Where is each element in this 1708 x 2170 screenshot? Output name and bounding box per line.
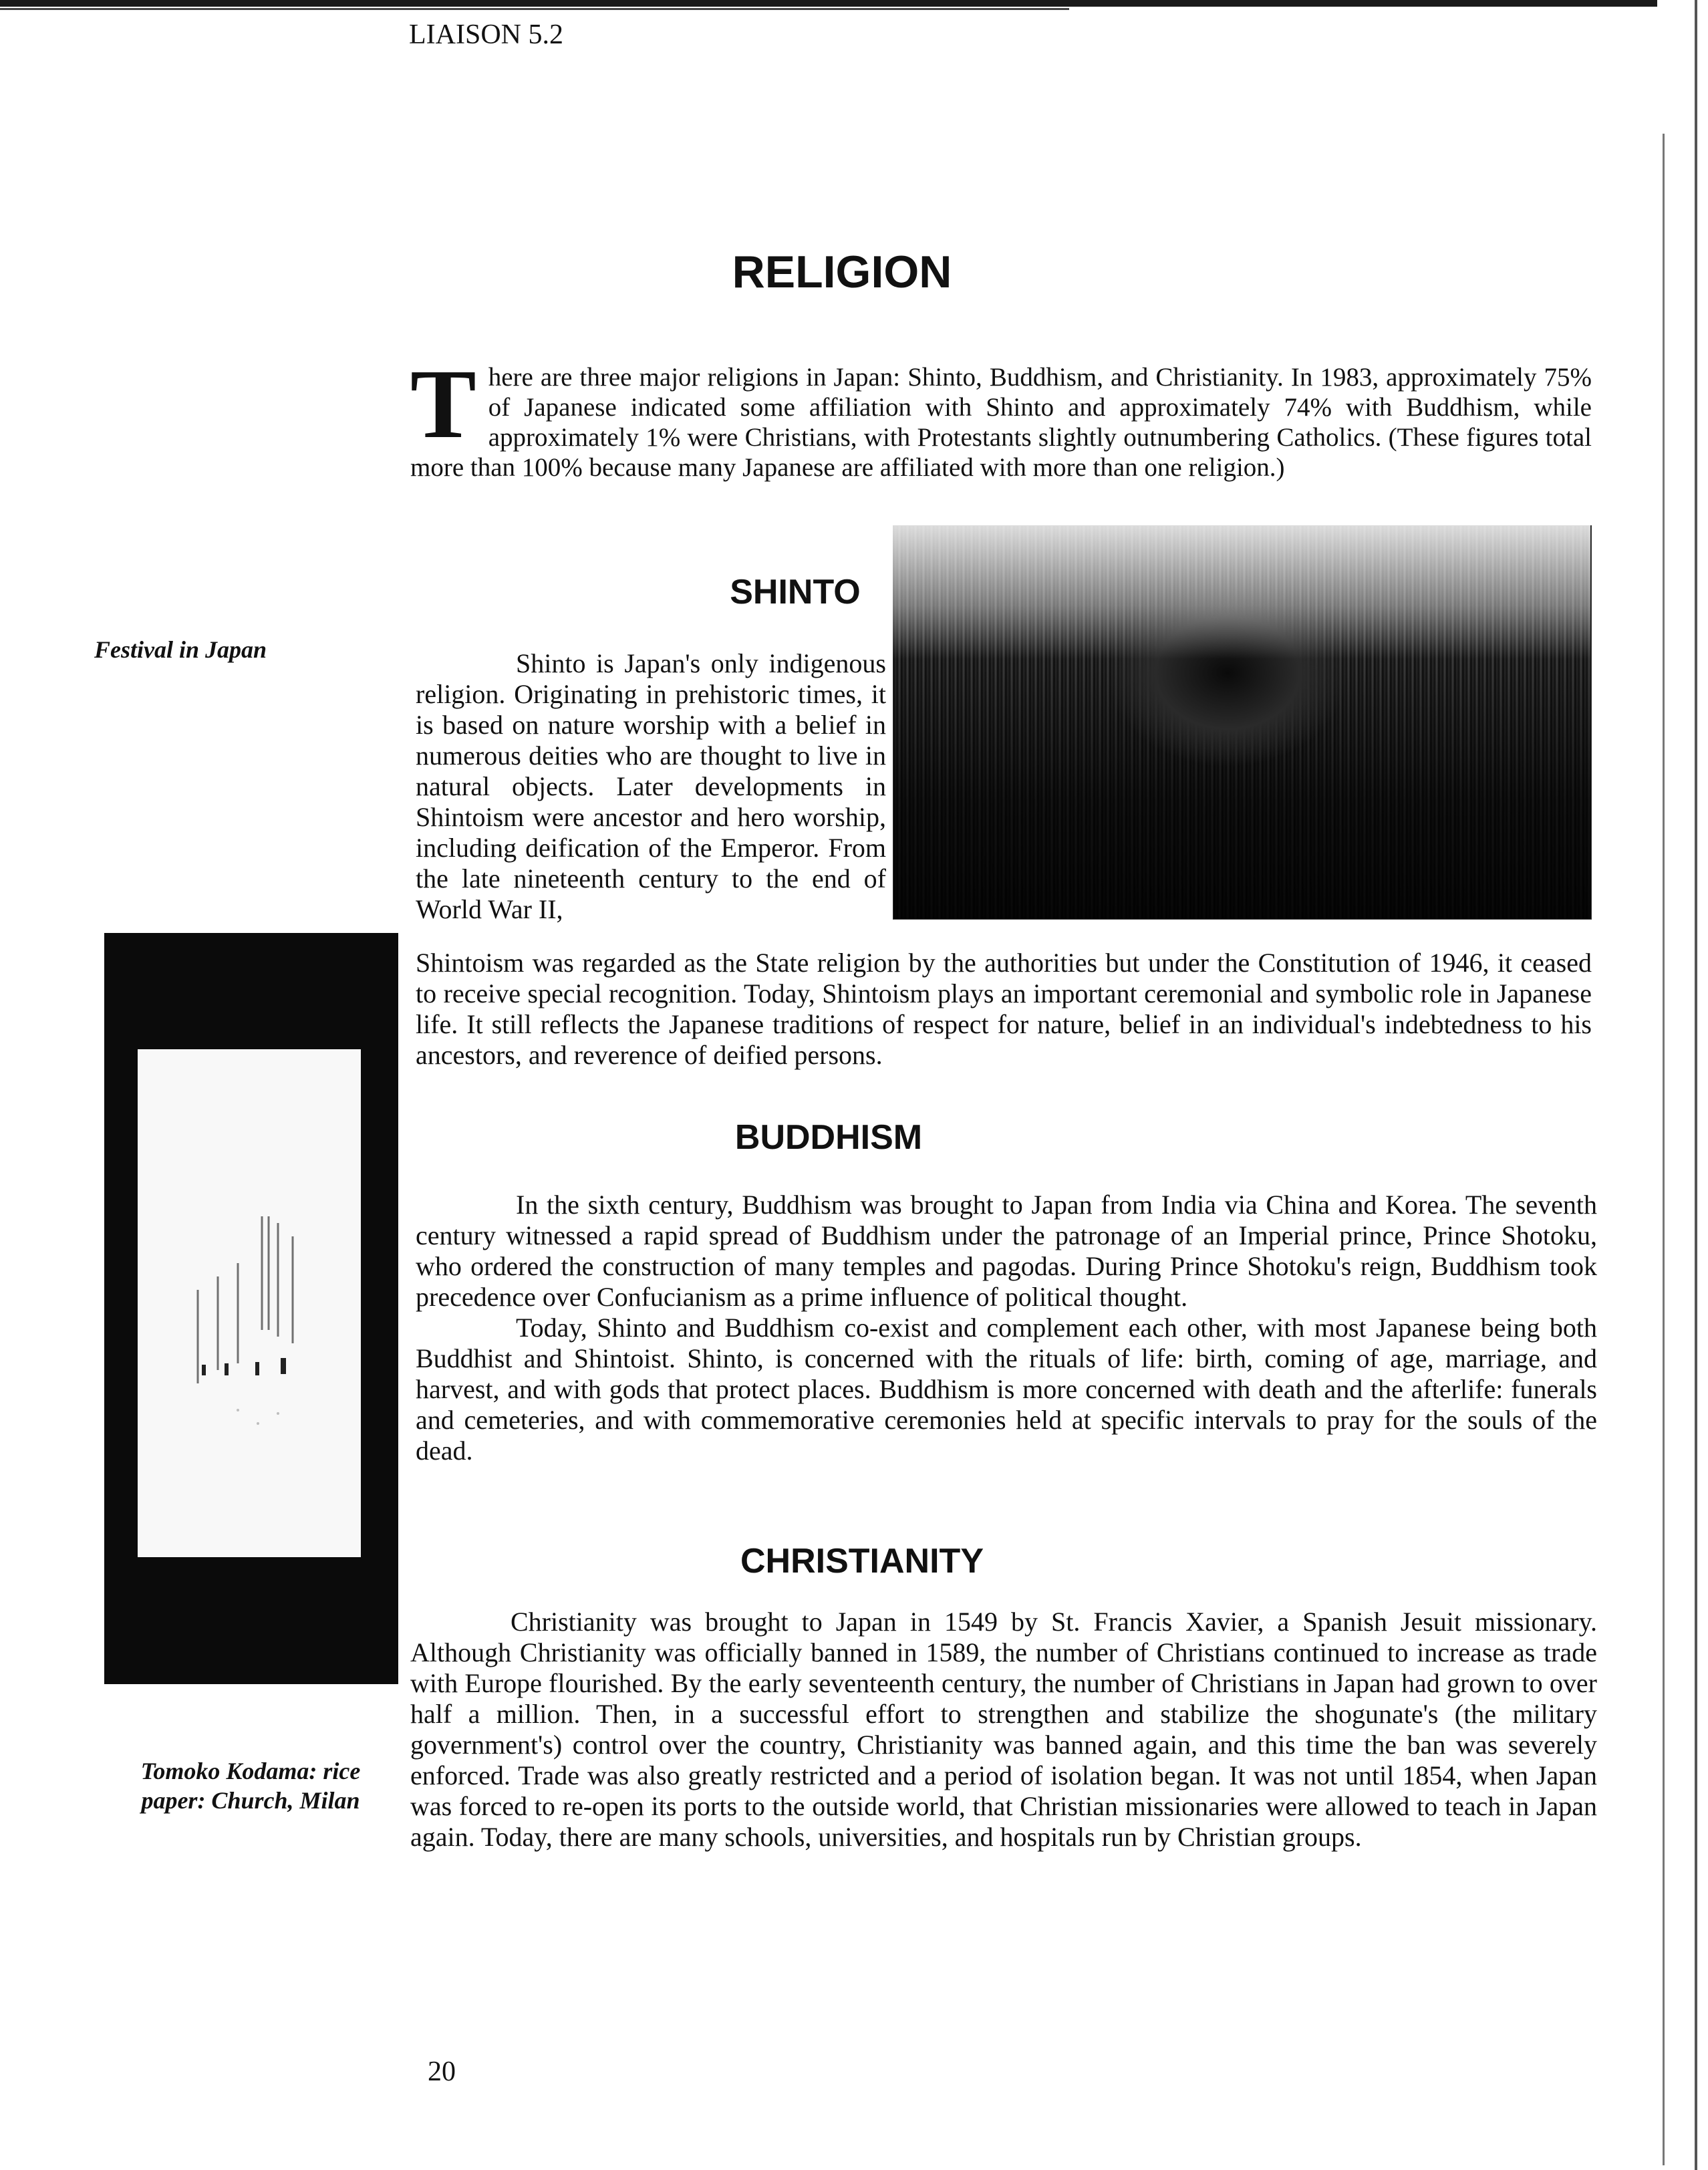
artwork-caption <box>100 1756 401 1815</box>
page-number: 20 <box>428 2056 456 2087</box>
christianity-paragraph-1: Christianity was brought to Japan in 1549 by St. Francis Xavier, a Spanish Jesuit missionary. Although Christianity was officially banned in 1589, the number of Christians continued to increase as trade with Europe flourished. By the early seventeenth century, the number of Christians in Japan had grown to over half a million. Then, in a successful effort to strengthen and stabilize the shogunate's (the military government's) control over the country, Christianity was banned again, and this time the ban was severely enforced. Trade was also greatly restricted and a period of isolation began. It was not until 1854, when Japan was forced to re-open its ports to the outside world, that Christian missionaries were allowed to teach in Japan again. Today, there are many schools, universities, and hospitals run by Christian groups. <box>410 1607 1597 1852</box>
section-heading-buddhism: BUDDHISM <box>734 1118 923 1157</box>
buddhism-paragraph-1: In the sixth century, Buddhism was brought to Japan from India via China and Korea. The seventh century witnessed a rapid spread of Buddhism under the patronage of an Imperial prince, Prince Shotoku, who ordered the construction of many temples and pagodas. During Prince Shotoku's reign, Buddhism took precedence over Confucianism as a prime influence of political thought. <box>416 1190 1597 1312</box>
buddhism-section-text <box>416 1190 1597 1466</box>
shinto-text-wide: Shintoism was regarded as the State religion by the authorities but under the Constitution of 1946, it ceased to receive special recognition. Today, Shintoism plays an important ceremonial and symbolic role in Japanese life. It still reflects the Japanese traditions of respect for nature, belief in an individual's indebtedness to his ancestors, and reverence of deified persons. <box>416 948 1592 1070</box>
shinto-paragraph-wide <box>416 948 1592 1071</box>
shinto-paragraph-narrow <box>416 648 886 925</box>
publication-label: LIAISON 5.2 <box>409 19 563 50</box>
artwork-church-milan <box>138 1049 361 1557</box>
page-title: RELIGION <box>732 247 952 297</box>
binding-line <box>1663 134 1665 2165</box>
buddhism-paragraph-2: Today, Shinto and Buddhism co-exist and complement each other, with most Japanese being both Buddhist and Shintoist. Shinto, is concerned with the rituals of life: birth, coming of age, marriage, and harvest, and with gods that protect places. Buddhism is more concerned with death and the afterlife: funerals and cemeteries, and with commemorative ceremonies held at specific intervals to pray for the souls of the dead. <box>416 1313 1597 1466</box>
top-rule-thin <box>0 8 1069 10</box>
intro-text: here are three major religions in Japan: Shinto, Buddhism, and Christianity. In 1983, approximately 75% of Japanese indicated some affiliation with Shinto and approximately 74% with Buddhism, while approximately 1% were Christians, with Protestants slightly outnumbering Catholics. (These figures total more than 100% because many Japanese are affiliated with more than one religion.) <box>410 363 1592 482</box>
section-heading-christianity: CHRISTIANITY <box>740 1542 984 1581</box>
page-edge-shadow <box>1695 0 1697 2170</box>
drop-cap: T <box>410 350 476 459</box>
top-rule <box>0 0 1657 7</box>
church-sketch <box>138 1049 361 1557</box>
christianity-section-text <box>410 1607 1597 1853</box>
artwork-caption-line-1: Tomoko Kodama: rice <box>140 1758 361 1784</box>
photo-caption-festival: Festival in Japan <box>94 636 267 663</box>
artwork-caption-line-2: paper: Church, Milan <box>141 1787 360 1814</box>
section-heading-shinto: SHINTO <box>730 573 861 612</box>
festival-photo-sky <box>893 525 1590 659</box>
intro-paragraph <box>410 350 1592 483</box>
shinto-text-narrow: Shinto is Japan's only indigenous religion. Originating in prehistoric times, it is based on nature worship with a belief in numerous deities who are thought to live in natural objects. Later developments in Shintoism were ancestor and hero worship, including deification of the Emperor. From the late nineteenth century to the end of World War II, <box>416 648 886 924</box>
